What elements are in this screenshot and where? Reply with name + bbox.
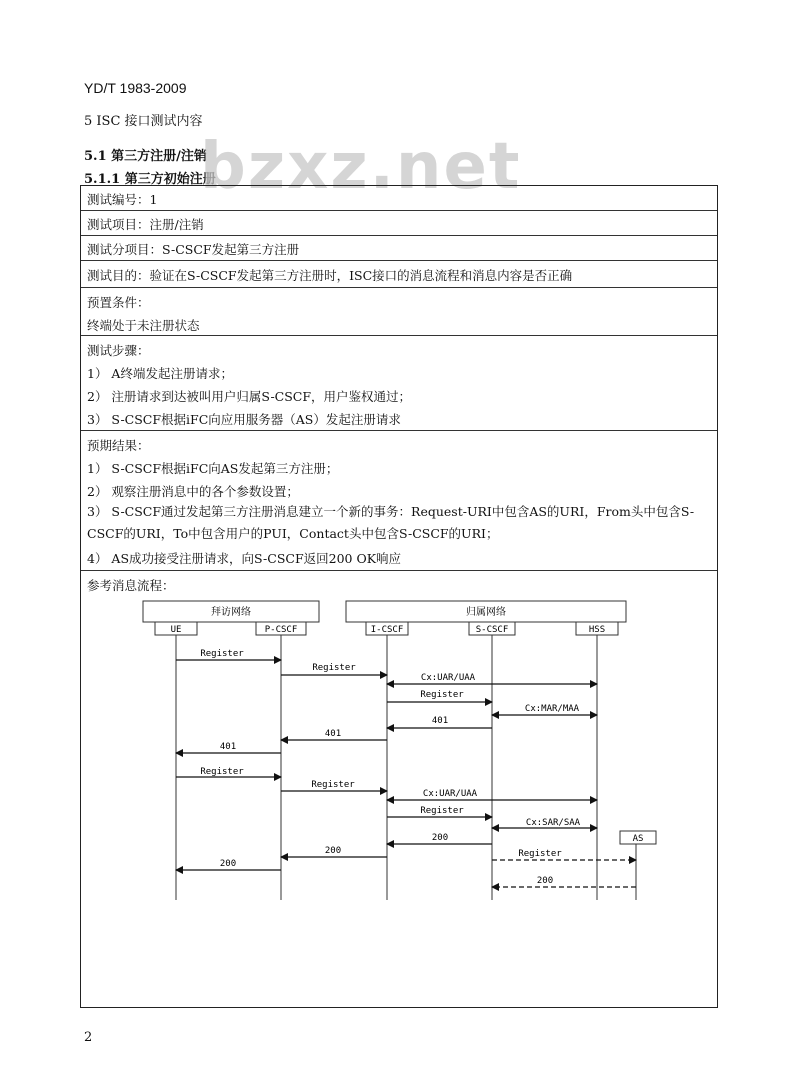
msg-1-label: Register — [200, 649, 244, 659]
msg-9-label: Register — [200, 767, 244, 777]
test-subitem: 测试分项目：S-CSCF发起第三方注册 — [87, 242, 300, 257]
watermark: bzxz.net — [200, 130, 522, 204]
node-p-cscf-label: P-CSCF — [264, 625, 298, 635]
node-as-label: AS — [632, 834, 644, 844]
msg-15-label: Register — [518, 849, 562, 859]
test-number: 测试编号：1 — [87, 192, 158, 207]
node-hss-label: HSS — [588, 625, 606, 635]
node-i-cscf-label: I-CSCF — [370, 625, 404, 635]
msg-13-label: Cx:SAR/SAA — [525, 818, 581, 828]
msg-2-label: Register — [312, 663, 356, 673]
msg-8-label: 401 — [219, 742, 237, 752]
precondition-text: 终端处于未注册状态 — [87, 318, 200, 333]
msg-4-label: Register — [420, 690, 464, 700]
test-item: 测试项目：注册/注销 — [87, 217, 204, 232]
section-heading-5-1: 5.1 第三方注册/注销 — [84, 149, 207, 164]
expected-2: 2） 观察注册消息中的各个参数设置； — [87, 484, 299, 499]
node-s-cscf-label: S-CSCF — [475, 625, 509, 635]
step-2: 2） 注册请求到达被叫用户归属S-CSCF，用户鉴权通过； — [87, 389, 412, 404]
visited-network-label: 拜访网络 — [211, 607, 251, 618]
step-3: 3） S-CSCF根据iFC向应用服务器（AS）发起注册请求 — [87, 412, 401, 427]
standard-id: YD/T 1983-2009 — [84, 80, 187, 96]
msg-17-label: 200 — [219, 859, 237, 869]
section-heading-5-1-1: 5.1.1 第三方初始注册 — [84, 172, 216, 187]
expected-label: 预期结果： — [87, 438, 150, 453]
msg-5-label: Cx:MAR/MAA — [524, 704, 580, 714]
msg-11-label: Cx:UAR/UAA — [422, 789, 478, 799]
step-1: 1） A终端发起注册请求； — [87, 366, 233, 381]
section-heading-5: 5 ISC 接口测试内容 — [84, 114, 203, 129]
msg-10-label: Register — [311, 780, 355, 790]
precondition-label: 预置条件： — [87, 295, 150, 310]
node-ue-label: UE — [170, 625, 182, 635]
expected-3: 3） S-CSCF通过发起第三方注册消息建立一个新的事务：Request-URI中包含AS的URI，From头中包含S-CSCF的URI，To中包含用户的PUI，Contact头中包含S-CSCF的URI； — [87, 504, 695, 541]
msg-7-label: 401 — [324, 729, 342, 739]
msg-14-label: 200 — [431, 833, 449, 843]
steps-label: 测试步骤： — [87, 343, 150, 358]
msg-6-label: 401 — [431, 716, 449, 726]
test-purpose: 测试目的：验证在S-CSCF发起第三方注册时，ISC接口的消息流程和消息内容是否正确 — [87, 268, 573, 283]
msg-16-label: 200 — [324, 846, 342, 856]
expected-1: 1） S-CSCF根据iFC向AS发起第三方注册； — [87, 461, 339, 476]
home-network-label: 归属网络 — [466, 607, 506, 618]
msg-3-label: Cx:UAR/UAA — [420, 673, 476, 683]
flow-label: 参考消息流程： — [87, 578, 175, 593]
msg-12-label: Register — [420, 806, 464, 816]
expected-4: 4） AS成功接受注册请求，向S-CSCF返回200 OK响应 — [87, 551, 402, 566]
msg-18-label: 200 — [536, 876, 554, 886]
page-number: 2 — [84, 1030, 93, 1045]
